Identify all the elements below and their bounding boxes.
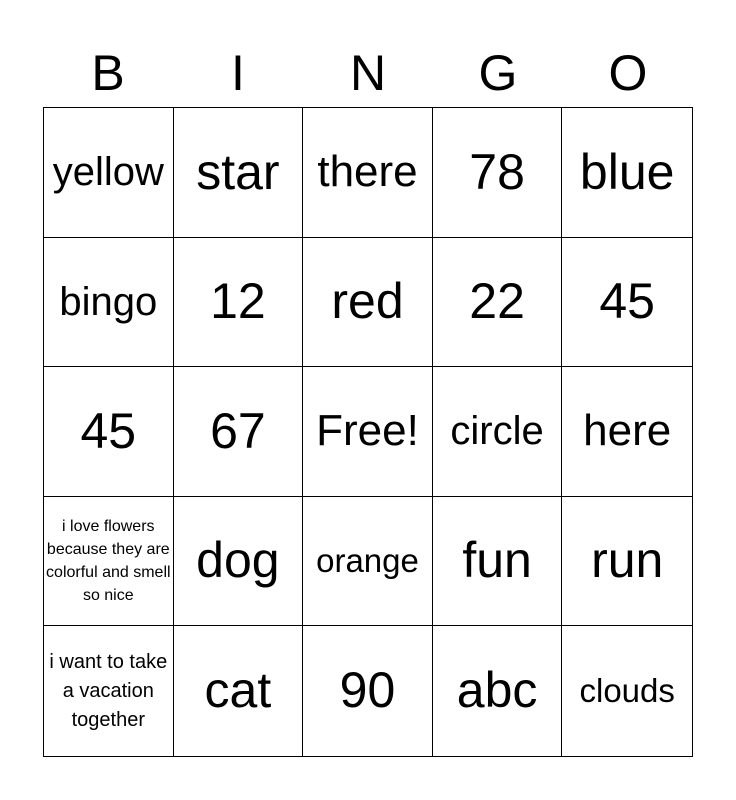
header-letter-n: N	[349, 45, 387, 101]
bingo-cell[interactable]: abc	[433, 626, 563, 756]
bingo-header	[43, 40, 693, 106]
bingo-cell[interactable]: dog	[174, 497, 304, 627]
bingo-cell[interactable]: 67	[174, 367, 304, 497]
bingo-cell[interactable]: 45	[44, 367, 174, 497]
header-letter-g: G	[478, 45, 518, 101]
bingo-cell[interactable]: 78	[433, 108, 563, 238]
bingo-cell[interactable]: run	[562, 497, 692, 627]
header-letter-b: B	[91, 45, 125, 101]
bingo-cell[interactable]: 90	[303, 626, 433, 756]
bingo-cell[interactable]: cat	[174, 626, 304, 756]
header-letter-o: O	[608, 45, 648, 101]
bingo-cell[interactable]: 45	[562, 238, 692, 368]
bingo-cell[interactable]: 22	[433, 238, 563, 368]
bingo-cell[interactable]: yellow	[44, 108, 174, 238]
bingo-cell[interactable]: 12	[174, 238, 304, 368]
bingo-cell[interactable]: i love flowers because they are colorful and smell so nice	[44, 497, 174, 627]
bingo-cell[interactable]: here	[562, 367, 692, 497]
free-space-cell[interactable]: Free!	[303, 367, 433, 497]
bingo-board	[43, 107, 693, 757]
bingo-cell[interactable]: circle	[433, 367, 563, 497]
bingo-cell[interactable]: red	[303, 238, 433, 368]
header-letter-i: I	[231, 45, 245, 101]
bingo-cell[interactable]: fun	[433, 497, 563, 627]
bingo-cell[interactable]: there	[303, 108, 433, 238]
bingo-cell[interactable]: orange	[303, 497, 433, 627]
bingo-cell[interactable]: star	[174, 108, 304, 238]
bingo-cell[interactable]: clouds	[579, 672, 675, 710]
bingo-cell[interactable]: bingo	[44, 238, 174, 368]
bingo-cell[interactable]: i want to take a vacation together	[44, 626, 174, 756]
bingo-cell[interactable]: blue	[562, 108, 692, 238]
